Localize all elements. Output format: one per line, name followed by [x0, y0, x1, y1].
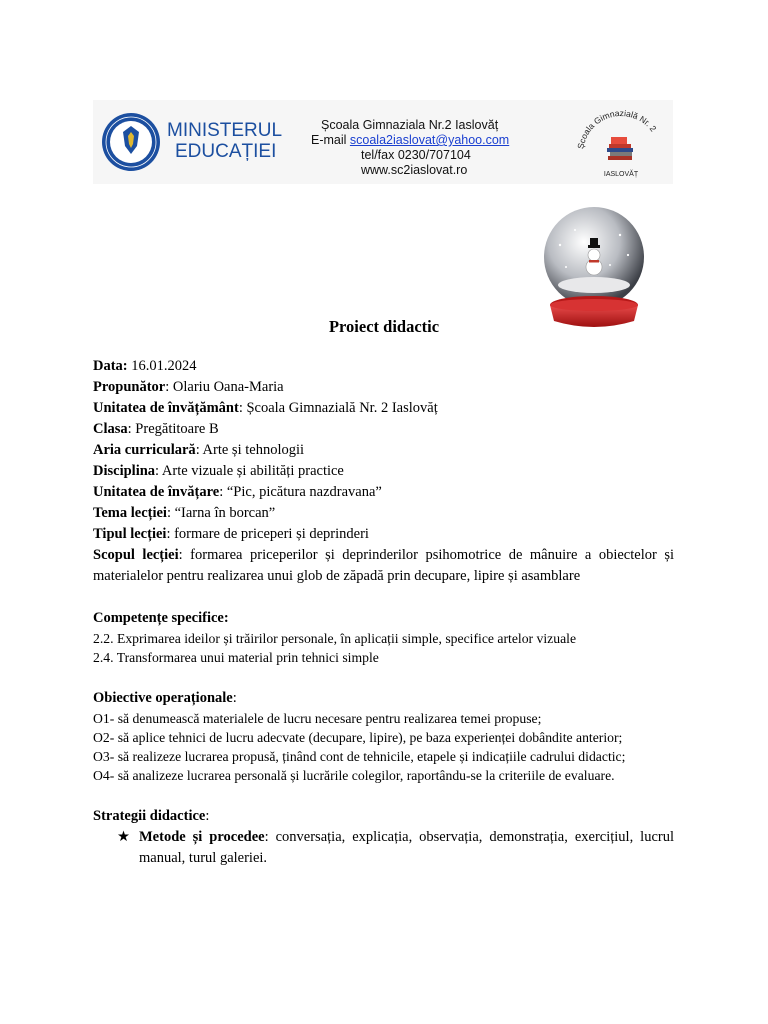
field-tipul-lectiei — [93, 524, 674, 545]
coat-of-arms-icon — [101, 112, 161, 172]
heading-text: Obiective operaționale — [93, 690, 233, 706]
field-label: Scopul lecției — [93, 547, 179, 563]
field-label: Unitatea de învățământ — [93, 400, 239, 416]
field-value: : “Pic, picătura nazdravana” — [219, 484, 382, 500]
school-website[interactable]: www.sc2iaslovat.ro — [361, 163, 468, 177]
field-value: : Școala Gimnazială Nr. 2 Iaslovăț — [238, 400, 438, 416]
star-bullet-icon: ★ — [117, 829, 130, 845]
field-value: : “Iarna în borcan” — [166, 505, 276, 521]
field-value: : Arte și tehnologii — [195, 442, 305, 458]
email-prefix: E-mail — [311, 133, 350, 147]
field-scopul-lectiei — [93, 545, 674, 587]
ministry-line-2: EDUCAȚIEI — [175, 141, 277, 162]
spacer — [93, 785, 674, 806]
list-item: O1- să denumească materialele de lucru necesare pentru realizarea temei propuse; — [93, 711, 542, 726]
field-label: Unitatea de învățare — [93, 484, 220, 500]
section-heading-obiective — [93, 688, 674, 709]
heading-suffix: : — [205, 808, 210, 824]
spacer — [93, 667, 674, 688]
field-unitatea-invatamant — [93, 398, 674, 419]
list-item: O4- să analizeze lucrarea personală și lucrările colegilor, raportându-se la criteriile de evaluare. — [93, 768, 615, 783]
heading-text: Strategii didactice — [93, 808, 206, 824]
logo-bottom-text: IASLOVĂȚ — [603, 171, 639, 178]
school-email-link[interactable]: scoala2iaslovat@yahoo.com — [349, 133, 510, 147]
school-contact — [311, 118, 509, 178]
field-value: : Olariu Oana-Maria — [165, 379, 284, 395]
field-label: Tipul lecției — [93, 526, 167, 542]
heading-suffix: : — [232, 690, 237, 706]
logo-arc-text: Școala Gimnazială Nr. 2 — [575, 107, 659, 150]
field-value: 16.01.2024 — [127, 358, 197, 374]
document-body — [93, 356, 674, 869]
item-value: : conversația, explicația, observația, demonstrația, exercițiul, lucrul manual, turul galeriei. — [139, 829, 674, 866]
field-label: Disciplina — [93, 463, 156, 479]
field-value: : formarea priceperilor și deprinderilor psihomotrice de mânuire a obiectelor și materialelor pentru realizarea unui glob de zăpadă prin decupare, lipire și asamblare — [93, 547, 674, 584]
list-item — [117, 827, 674, 869]
field-tema-lectiei — [93, 503, 674, 524]
list-item: 2.2. Exprimarea ideilor și trăirilor personale, în aplicații simple, specifice artelor vizuale — [93, 631, 577, 646]
list-item: 2.4. Transformarea unui material prin tehnici simple — [93, 650, 379, 665]
spacer — [93, 587, 674, 608]
field-propunator — [93, 377, 674, 398]
field-label: Clasa — [93, 421, 128, 437]
school-phone: tel/fax 0230/707104 — [361, 148, 471, 162]
list-item: O3- să realizeze lucrarea propusă, ținând cont de tehnicile, etapele și indicațiile cadrului didactic; — [93, 749, 626, 764]
item-label: Metode și procedee — [139, 829, 265, 845]
field-value: : Arte vizuale și abilități practice — [155, 463, 344, 479]
school-email-line — [311, 133, 509, 148]
ministry-line-1: MINISTERUL — [167, 120, 283, 141]
strategii-list — [93, 827, 674, 869]
page-title: Proiect didactic — [328, 317, 440, 336]
field-unitatea-invatare — [93, 482, 674, 503]
field-label: Aria curriculară — [93, 442, 196, 458]
field-label: Tema lecției — [93, 505, 167, 521]
section-heading-competente — [93, 608, 674, 629]
section-heading-strategii — [93, 806, 674, 827]
field-value: : formare de priceperi și deprinderi — [166, 526, 369, 542]
school-name: Școala Gimnaziala Nr.2 Iaslovăț — [321, 118, 499, 132]
field-value: : Pregătitoare B — [127, 421, 219, 437]
field-disciplina — [93, 461, 674, 482]
field-aria-curriculara — [93, 440, 674, 461]
header-banner — [93, 100, 673, 184]
lesson-fields — [93, 356, 674, 587]
field-label: Data: — [93, 358, 128, 374]
field-label: Propunător — [93, 379, 166, 395]
list-item: O2- să aplice tehnici de lucru adecvate (decupare, lipire), pe baza experienței dobândite anterior; — [93, 730, 623, 745]
field-clasa — [93, 419, 674, 440]
ministry-name — [167, 120, 282, 162]
snow-globe-icon — [530, 205, 658, 333]
school-logo-icon — [573, 104, 669, 184]
heading-text: Competențe specifice: — [93, 610, 229, 626]
field-data — [93, 356, 674, 377]
